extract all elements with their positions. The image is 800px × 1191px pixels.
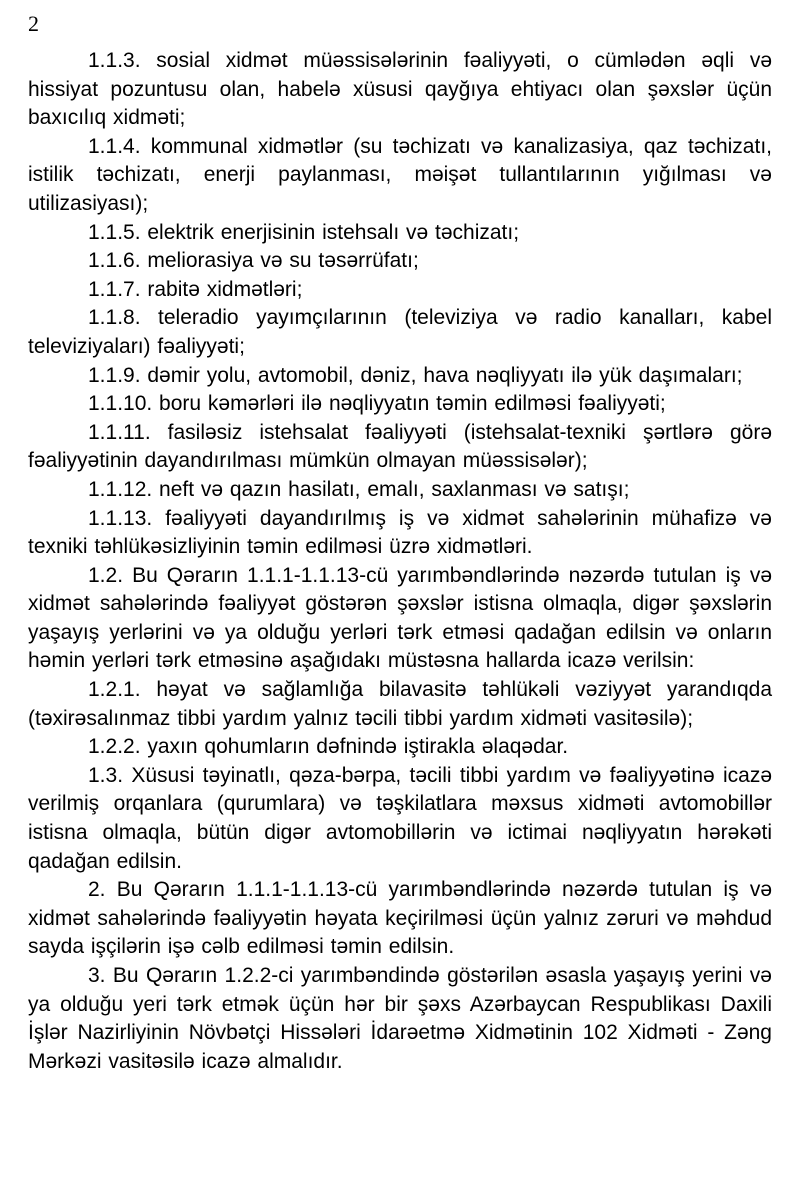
paragraph-1-1-11: 1.1.11. fasiləsiz istehsalat fəaliyyəti (istehsalat-texniki şərtlərə görə fəaliyyətinin dayandırılması mümkün olmayan müəssisələr); — [28, 420, 772, 473]
paragraph-1-1-3: 1.1.3. sosial xidmət müəssisələrinin fəaliyyəti, o cümlədən əqli və hissiyat pozuntusu olan, habelə xüsusi qayğıya ehtiyacı olan şəxslər üçün baxıcılıq xidməti; — [28, 49, 772, 130]
document-body — [28, 47, 772, 1076]
paragraph-3: 3. Bu Qərarın 1.2.2-ci yarımbəndində göstərilən əsasla yaşayış yerini və ya olduğu yeri tərk etmək üçün hər bir şəxs Azərbaycan Respublikası Daxili İşlər Nazirliyinin Növbətçi Hissələri İdarəetmə Xidmətinin 102 Xidməti - Zəng Mərkəzi vasitəsilə icazə almalıdır. — [28, 964, 772, 1073]
paragraph-1-1-13: 1.1.13. fəaliyyəti dayandırılmış iş və xidmət sahələrinin mühafizə və texniki təhlükəsizliyinin təmin edilməsi üzrə xidmətləri. — [28, 506, 772, 559]
paragraph-1-2: 1.2. Bu Qərarın 1.1.1-1.1.13-cü yarımbəndlərində nəzərdə tutulan iş və xidmət sahələrində fəaliyyət göstərən şəxslər istisna olmaqla, digər şəxslərin yaşayış yerlərini və ya olduğu yerləri tərk etməsi qadağan edilsin və onların həmin yerləri tərk etməsinə aşağıdakı müstəsna hallarda icazə verilsin: — [28, 563, 772, 673]
paragraph-1-1-4: 1.1.4. kommunal xidmətlər (su təchizatı və kanalizasiya, qaz təchizatı, istilik təchizatı, enerji paylanması, məişət tullantılarının yığılması və utilizasiyası); — [28, 134, 772, 215]
paragraph-1-1-9: 1.1.9. dəmir yolu, avtomobil, dəniz, hava nəqliyyatı ilə yük daşımaları; — [88, 363, 743, 387]
paragraph-1-2-2: 1.2.2. yaxın qohumların dəfnində iştirakla əlaqədar. — [88, 735, 569, 759]
paragraph-1-1-8: 1.1.8. teleradio yayımçılarının (televiziya və radio kanalları, kabel televiziyaları) fəaliyyəti; — [28, 306, 772, 358]
paragraph-1-2-1: 1.2.1. həyat və sağlamlığa bilavasitə təhlükəli vəziyyət yarandıqda (təxirəsalınmaz tibbi yardım yalnız təcili tibbi yardım xidməti vasitəsilə); — [28, 678, 772, 730]
paragraph-2: 2. Bu Qərarın 1.1.1-1.1.13-cü yarımbəndlərində nəzərdə tutulan iş və xidmət sahələrində fəaliyyətin həyata keçirilməsi üçün yalnız zəruri və məhdud sayda işçilərin işə cəlb edilməsi təmin edilsin. — [28, 878, 772, 959]
paragraph-1-1-6: 1.1.6. meliorasiya və su təsərrüfatı; — [88, 249, 419, 273]
paragraph-1-1-12: 1.1.12. neft və qazın hasilatı, emalı, saxlanması və satışı; — [88, 477, 630, 501]
paragraph-1-1-10: 1.1.10. boru kəmərləri ilə nəqliyyatın təmin edilməsi fəaliyyəti; — [88, 392, 666, 416]
paragraph-1-1-7: 1.1.7. rabitə xidmətləri; — [88, 277, 303, 301]
paragraph-1-3: 1.3. Xüsusi təyinatlı, qəza-bərpa, təcili tibbi yardım və fəaliyyətinə icazə verilmiş orqanlara (qurumlara) və təşkilatlara məxsus xidməti avtomobillər istisna olmaqla, bütün digər avtomobillərin və ictimai nəqliyyatın hərəkəti qadağan edilsin. — [28, 763, 772, 873]
page-number: 2 — [28, 11, 39, 36]
paragraph-1-1-5: 1.1.5. elektrik enerjisinin istehsalı və təchizatı; — [88, 220, 520, 244]
